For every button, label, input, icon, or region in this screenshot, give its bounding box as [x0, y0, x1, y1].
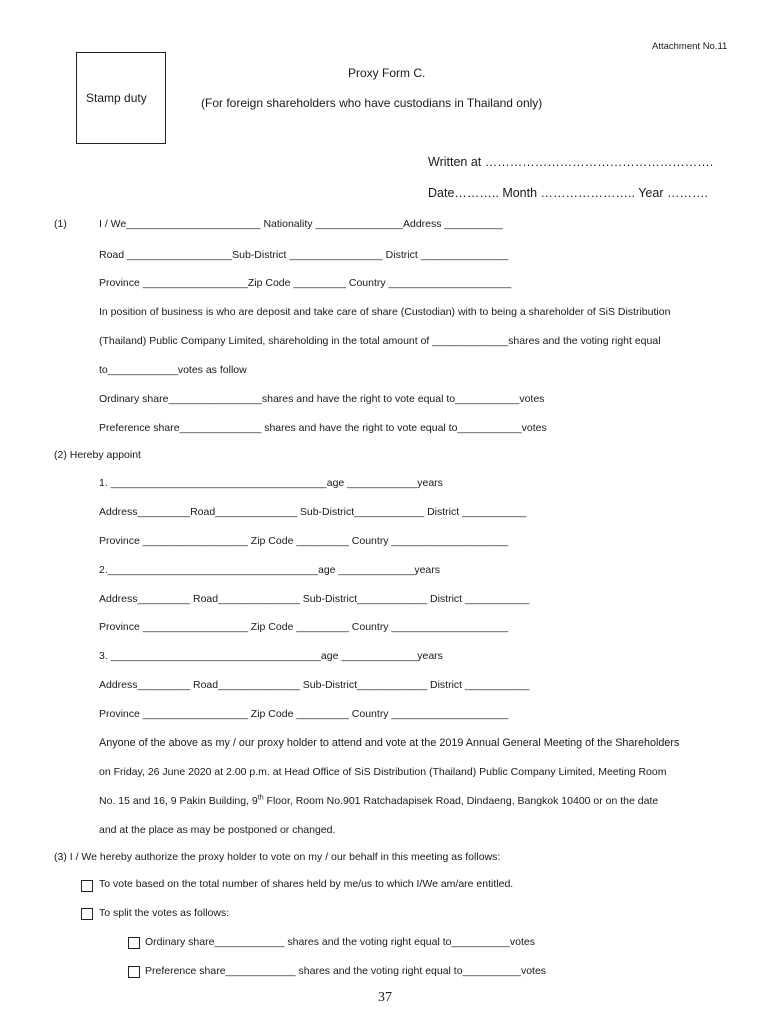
form-subtitle: (For foreign shareholders who have custodians in Thailand only): [201, 96, 543, 110]
split-votes-checkbox[interactable]: [81, 908, 93, 920]
stamp-duty-label: Stamp duty: [86, 91, 147, 105]
proxy1-name-line[interactable]: 1. _____________________________________age ____________years: [99, 477, 443, 489]
date-line[interactable]: Date……….. Month ………………….. Year ……….: [428, 186, 708, 200]
custodian-statement: In position of business is who are deposit and take care of share (Custodian) with to being a shareholder of SiS Distribution: [99, 306, 671, 318]
proxy2-address-line[interactable]: Address_________ Road______________ Sub-District____________ District ___________: [99, 593, 530, 605]
preference-share-line[interactable]: Preference share______________ shares and have the right to vote equal to___________votes: [99, 422, 547, 434]
ordinary-split-checkbox[interactable]: [128, 937, 140, 949]
proxy-paragraph-3: No. 15 and 16, 9 Pakin Building, 9th Floor, Room No.901 Ratchadapisek Road, Dindaeng, Bangkok 10400 or on the date: [99, 794, 659, 807]
attachment-label: Attachment No.11: [652, 41, 728, 52]
split-votes-label: To split the votes as follows:: [99, 907, 230, 919]
proxy2-name-line[interactable]: 2.____________________________________age _____________years: [99, 564, 441, 576]
proxy3-province-line[interactable]: Province __________________ Zip Code _________ Country ____________________: [99, 708, 509, 720]
shareholding-line[interactable]: (Thailand) Public Company Limited, shareholding in the total amount of _____________shares and the voting right equal: [99, 335, 661, 347]
proxy1-province-line[interactable]: Province __________________ Zip Code _________ Country ____________________: [99, 535, 509, 547]
form-title: Proxy Form C.: [348, 66, 426, 80]
ordinary-split-line[interactable]: Ordinary share____________ shares and the voting right equal to__________votes: [145, 936, 535, 948]
proxy-paragraph-2: on Friday, 26 June 2020 at 2.00 p.m. at Head Office of SiS Distribution (Thailand) Public Company Limited, Meeting Room: [99, 766, 667, 778]
section3-heading: (3) I / We hereby authorize the proxy holder to vote on my / our behalf in this meeting as follows:: [54, 851, 501, 863]
shareholder-road-line[interactable]: Road __________________Sub-District ________________ District _______________: [99, 249, 509, 261]
section1-number: (1): [54, 218, 67, 230]
shareholder-name-line[interactable]: I / We_______________________ Nationality _______________Address __________: [99, 218, 503, 230]
stamp-duty-box: [76, 52, 166, 144]
proxy3-address-line[interactable]: Address_________ Road______________ Sub-District____________ District ___________: [99, 679, 530, 691]
proxy1-address-line[interactable]: Address_________Road______________ Sub-District____________ District ___________: [99, 506, 527, 518]
preference-split-line[interactable]: Preference share____________ shares and the voting right equal to__________votes: [145, 965, 547, 977]
proxy2-province-line[interactable]: Province __________________ Zip Code _________ Country ____________________: [99, 621, 509, 633]
votes-line[interactable]: to____________votes as follow: [99, 364, 247, 376]
proxy3-name-line[interactable]: 3. ____________________________________age _____________years: [99, 650, 443, 662]
proxy-paragraph-4: and at the place as may be postponed or changed.: [99, 824, 336, 836]
page-number: 37: [378, 990, 392, 1005]
proxy-paragraph-1: Anyone of the above as my / our proxy holder to attend and vote at the 2019 Annual General Meeting of the Shareholders: [99, 737, 680, 749]
ordinary-share-line[interactable]: Ordinary share________________shares and have the right to vote equal to___________votes: [99, 393, 545, 405]
shareholder-province-line[interactable]: Province __________________Zip Code _________ Country _____________________: [99, 277, 512, 289]
vote-total-label: To vote based on the total number of shares held by me/us to which I/We am/are entitled.: [99, 878, 514, 890]
vote-total-checkbox[interactable]: [81, 880, 93, 892]
preference-split-checkbox[interactable]: [128, 966, 140, 978]
section2-heading: (2) Hereby appoint: [54, 449, 141, 461]
written-at-line[interactable]: Written at ……………………………………………….: [428, 155, 714, 169]
